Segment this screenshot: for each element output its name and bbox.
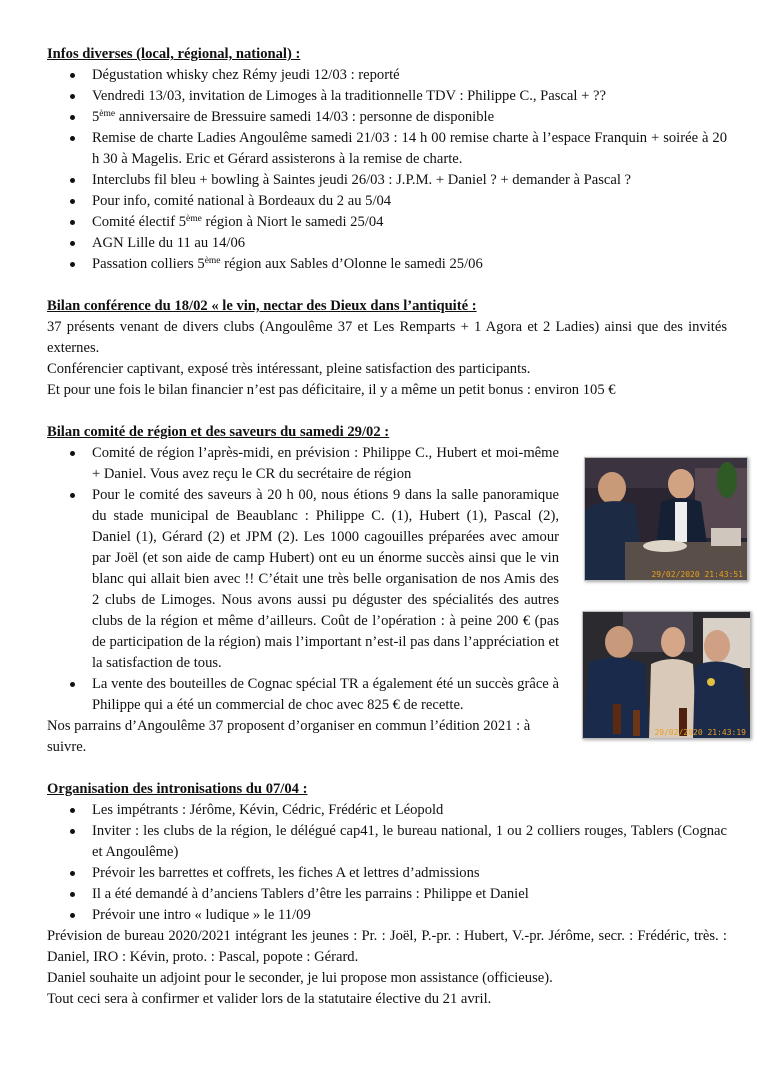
list-item: Les impétrants : Jérôme, Kévin, Cédric, Frédéric et Léopold <box>47 800 727 821</box>
list-item: Comité de région l’après-midi, en prévision : Philippe C., Hubert et moi-même + Daniel. Vous avez reçu le CR du secrétaire de région <box>47 443 559 485</box>
list-item: Inviter : les clubs de la région, le délégué cap41, le bureau national, 1 ou 2 colliers rouges, Tablers (Cognac et Angoulême) <box>47 821 727 863</box>
photo-comite-saveurs-1 <box>584 457 748 581</box>
section-title-bilan-comite: Bilan comité de région et des saveurs du samedi 29/02 : <box>47 424 390 440</box>
paragraph: 37 présents venant de divers clubs (Angoulême 37 et Les Remparts + 1 Agora et 2 Ladies) ainsi que des invités externes. <box>47 319 727 356</box>
paragraph: Prévision de bureau 2020/2021 intégrant les jeunes : Pr. : Joël, P.-pr. : Hubert, V.-pr. Jérôme, secr. : Frédéric, très. : Daniel, IRO : Kévin, proto. : Pascal, popote : Gérard. <box>47 928 727 965</box>
paragraph: Conférencier captivant, exposé très intéressant, pleine satisfaction des participants. <box>47 361 531 377</box>
list-item: Dégustation whisky chez Rémy jeudi 12/03 : reporté <box>47 65 727 86</box>
comite-list <box>47 443 559 716</box>
list-item: AGN Lille du 11 au 14/06 <box>47 233 727 254</box>
list-item: Comité électif 5ème région à Niort le samedi 25/04 <box>47 212 727 233</box>
list-item: Prévoir les barrettes et coffrets, les fiches A et lettres d’admissions <box>47 863 727 884</box>
paragraph: Tout ceci sera à confirmer et valider lors de la statutaire élective du 21 avril. <box>47 991 492 1007</box>
list-item: Interclubs fil bleu + bowling à Saintes jeudi 26/03 : J.P.M. + Daniel ? + demander à Pascal ? <box>47 170 727 191</box>
section-title-infos: Infos diverses (local, régional, national) : <box>47 46 301 62</box>
list-item: 5ème anniversaire de Bressuire samedi 14/03 : personne de disponible <box>47 107 727 128</box>
section-title-intronisations: Organisation des intronisations du 07/04 : <box>47 781 308 797</box>
paragraph: Et pour une fois le bilan financier n’est pas déficitaire, il y a même un petit bonus : environ 105 € <box>47 382 616 398</box>
list-item: Pour info, comité national à Bordeaux du 2 au 5/04 <box>47 191 727 212</box>
intronisations-list <box>47 800 727 926</box>
photo-date-stamp: 29/02/2020 21:43:51 <box>651 570 743 579</box>
photo-comite-saveurs-2 <box>582 611 751 739</box>
paragraph: Nos parrains d’Angoulême 37 proposent d’organiser en commun l’édition 2021 : à suivre. <box>47 718 531 755</box>
document-page <box>47 44 746 1010</box>
photo-date-stamp: 29/02/2020 21:43:19 <box>654 728 746 737</box>
section-title-bilan-conference: Bilan conférence du 18/02 « le vin, nectar des Dieux dans l’antiquité : <box>47 298 477 314</box>
list-item: Il a été demandé à d’anciens Tablers d’être les parrains : Philippe et Daniel <box>47 884 727 905</box>
list-item: Prévoir une intro « ludique » le 11/09 <box>47 905 727 926</box>
list-item: Pour le comité des saveurs à 20 h 00, nous étions 9 dans la salle panoramique du stade municipal de Beaublanc : Philippe C. (1), Hubert (1), Pascal (2), Daniel (1), Gérard (2) et JPM (2). Les 1000 cagouilles préparées avec amour par Joël (et son aide de camp Hubert) ont eu un énorme succès ainsi que le vin blanc qui allait bien avec !! C’était une très belle organisation de nos Amis des 2 clubs de Limoges. Nous avons aussi pu déguster des spécialités des autres clubs de la région et même d’ailleurs. Coût de l’opération : à peine 200 € (pas de participation de la région) mais l’important n’est-il pas dans l’appréciation et la satisfaction de tous. <box>47 485 559 674</box>
list-item: Remise de charte Ladies Angoulême samedi 21/03 : 14 h 00 remise charte à l’espace Franquin + soirée à 20 h 30 à Magelis. Eric et Gérard assisterons à la remise de charte. <box>47 128 727 170</box>
list-item: Vendredi 13/03, invitation de Limoges à la traditionnelle TDV : Philippe C., Pascal + ?? <box>47 86 727 107</box>
list-item: Passation colliers 5ème région aux Sables d’Olonne le samedi 25/06 <box>47 254 727 275</box>
list-item: La vente des bouteilles de Cognac spécial TR a également été un succès grâce à Philippe qui a été un commercial de choc avec 825 € de recette. <box>47 674 559 716</box>
paragraph: Daniel souhaite un adjoint pour le seconder, je lui propose mon assistance (officieuse). <box>47 970 553 986</box>
infos-list <box>47 65 727 275</box>
